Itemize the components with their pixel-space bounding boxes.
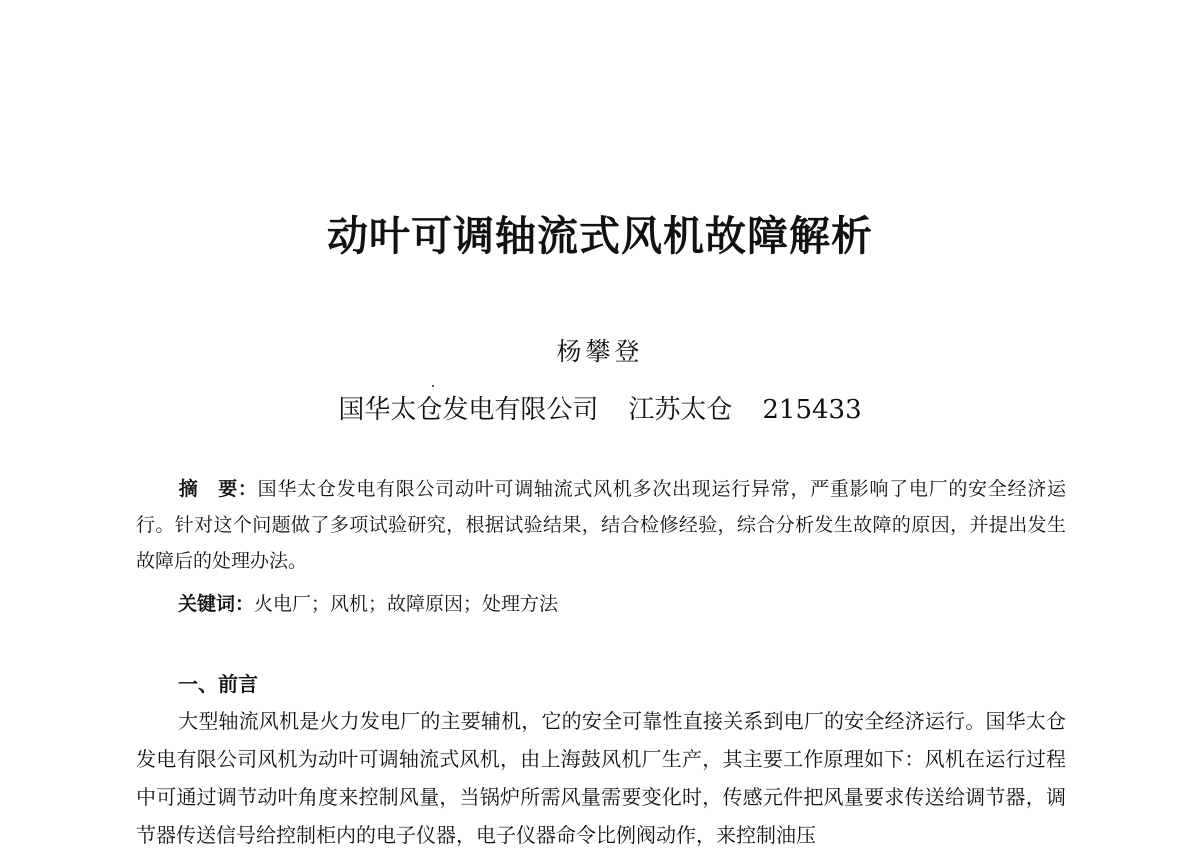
abstract-label: 摘 要： bbox=[178, 478, 258, 500]
keywords-label: 关键词： bbox=[178, 593, 255, 615]
section-paragraph bbox=[136, 702, 1066, 854]
author-name: 杨攀登 bbox=[556, 337, 644, 366]
affiliation-postcode: 215433 bbox=[762, 395, 862, 425]
paper-title: 动叶可调轴流式风机故障解析 bbox=[327, 212, 873, 260]
abstract-block bbox=[136, 471, 1066, 579]
keywords-text: 火电厂；风机；故障原因；处理方法 bbox=[254, 593, 559, 615]
section-heading: 一、前言 bbox=[178, 672, 258, 696]
author-affiliation bbox=[0, 392, 1200, 428]
affiliation-company: 国华太仓发电有限公司 bbox=[338, 395, 599, 425]
keywords-block bbox=[178, 586, 1058, 622]
paragraph-text: 大型轴流风机是火力发电厂的主要辅机，它的安全可靠性直接关系到电厂的安全经济运行。国华太仓发电有限公司风机为动叶可调轴流式风机，由上海鼓风机厂生产，其主要工作原理如下：风机在运行过程中可通过调节动叶角度来控制风量，当锅炉所需风量需要变化时，传感元件把风量要求传送给调节器，调节器传送信号给控制柜内的电子仪器，电子仪器命令比例阀动作，来控制油压 bbox=[136, 709, 1066, 847]
affiliation-location: 江苏太仓 bbox=[628, 395, 733, 425]
scan-speck bbox=[432, 385, 434, 387]
abstract-text: 国华太仓发电有限公司动叶可调轴流式风机多次出现运行异常，严重影响了电厂的安全经济运行。针对这个问题做了多项试验研究，根据试验结果，结合检修经验，综合分析发生故障的原因，并提出发生故障后的处理办法。 bbox=[136, 478, 1066, 572]
